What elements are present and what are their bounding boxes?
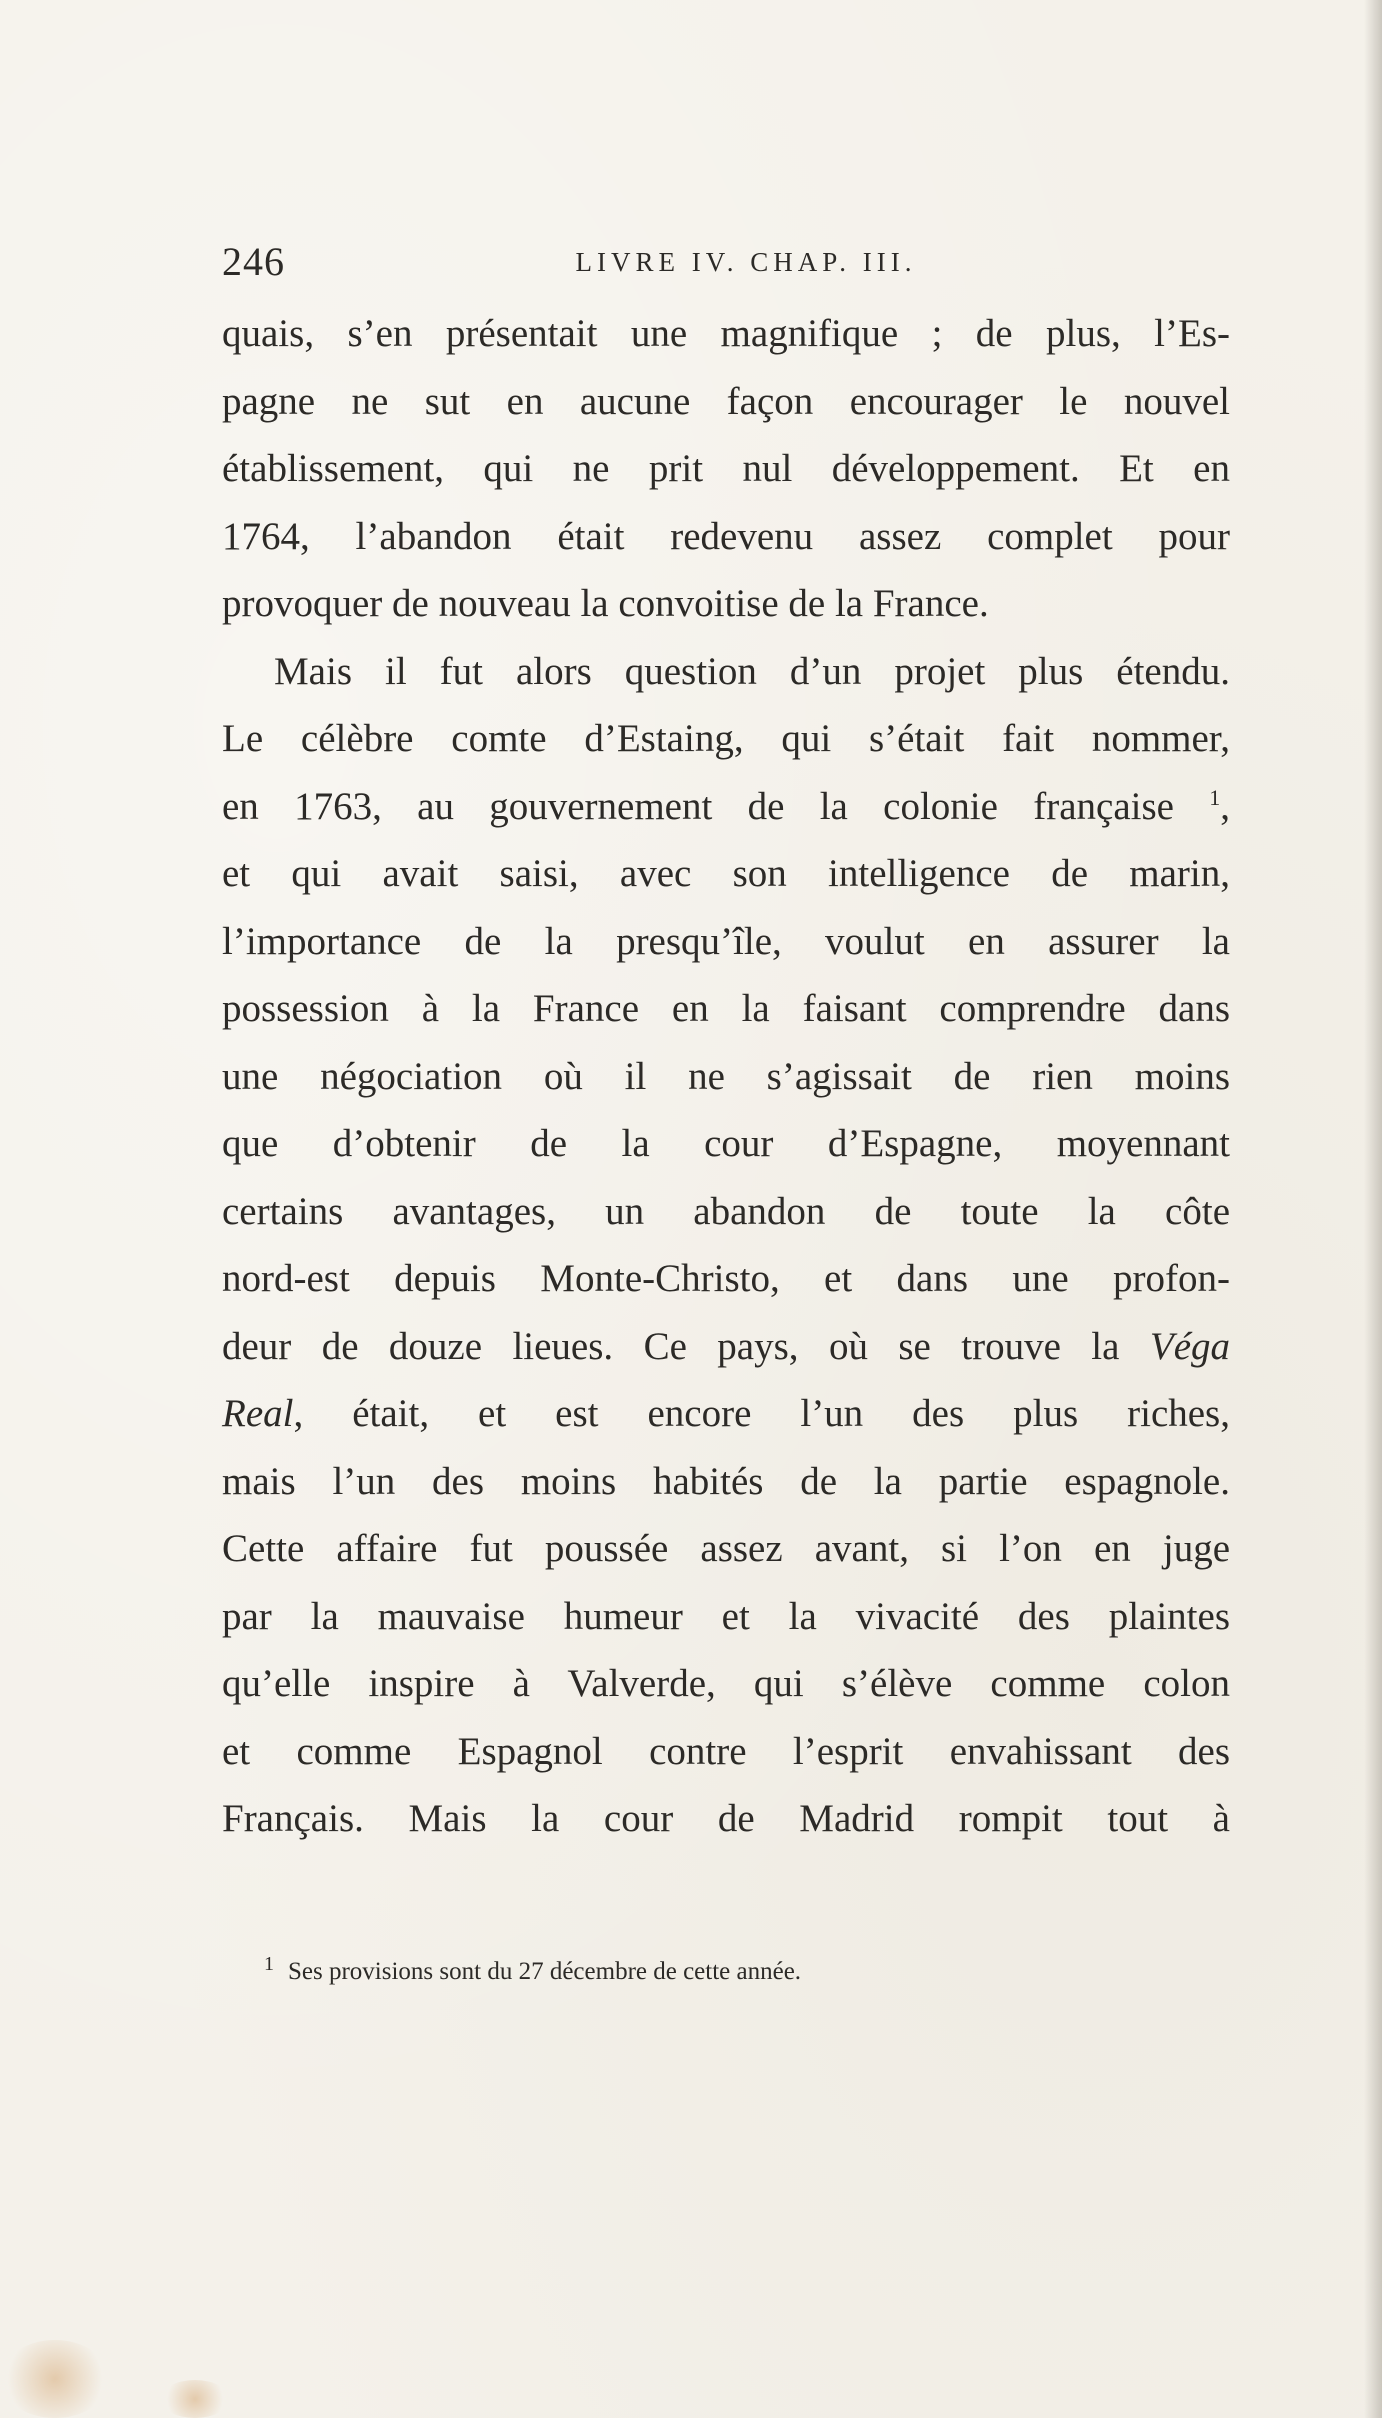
footnote-text: Ses provisions sont du 27 décembre de cette année.	[288, 1958, 802, 1985]
text-line-rest: , était, et est encore l’un des plus riches,	[293, 1392, 1230, 1435]
text-line: Le célèbre comte d’Estaing, qui s’était fait nommer,	[222, 717, 1230, 760]
text-line: provoquer de nouveau la convoitise de la France.	[222, 582, 989, 625]
page-number: 246	[222, 239, 285, 284]
text-line: Français. Mais la cour de Madrid rompit tout à	[222, 1797, 1230, 1840]
text-line: certains avantages, un abandon de toute la côte	[222, 1189, 1230, 1233]
text-line	[222, 1313, 1230, 1381]
text-line: une négociation où il ne s’agissait de rien moins	[222, 1054, 1230, 1098]
paper-stain	[0, 2340, 110, 2418]
text-line: 1764, l’abandon était redevenu assez complet pour	[222, 514, 1230, 558]
text-line: Cette affaire fut poussée assez avant, si l’on en juge	[222, 1527, 1230, 1570]
text-line-content: deur de douze lieues. Ce pays, où se trouve la	[222, 1324, 1120, 1368]
text-line	[222, 1380, 1230, 1448]
italic-word: Véga	[1149, 1324, 1231, 1368]
text-line-tail: ,	[1220, 784, 1231, 828]
text-line: nord-est depuis Monte-Christo, et dans une profon-	[222, 1257, 1230, 1300]
text-line: que d’obtenir de la cour d’Espagne, moyennant	[222, 1122, 1230, 1165]
footnote-marker: 1	[264, 1952, 274, 1975]
footnote	[264, 1952, 1024, 1992]
text-line: l’importance de la presqu’île, voulut en assurer la	[222, 919, 1230, 963]
text-line: établissement, qui ne prit nul développement. Et en	[222, 447, 1230, 490]
body-text	[222, 300, 1230, 1853]
text-line: Mais il fut alors question d’un projet plus étendu.	[274, 649, 1230, 693]
page-header	[222, 232, 1230, 292]
text-line-content: en 1763, au gouvernement de la colonie française	[222, 784, 1174, 828]
text-line: mais l’un des moins habités de la partie espagnole.	[222, 1459, 1230, 1503]
text-line: pagne ne sut en aucune façon encourager le nouvel	[222, 379, 1230, 423]
text-line: par la mauvaise humeur et la vivacité des plaintes	[222, 1594, 1230, 1638]
text-line: et qui avait saisi, avec son intelligence de marin,	[222, 852, 1230, 895]
running-head: LIVRE IV. CHAP. III.	[575, 247, 917, 277]
italic-word: Real	[222, 1392, 294, 1435]
text-line: quais, s’en présentait une magnifique ; de plus, l’Es-	[222, 312, 1230, 355]
text-line	[222, 773, 1230, 841]
text-line: qu’elle inspire à Valverde, qui s’élève comme colon	[222, 1662, 1230, 1705]
text-line: possession à la France en la faisant comprendre dans	[222, 987, 1230, 1030]
paper-stain	[160, 2380, 230, 2418]
footnote-reference: 1	[1209, 784, 1221, 810]
page-edge-shadow	[1364, 0, 1382, 2418]
text-line: et comme Espagnol contre l’esprit envahissant des	[222, 1729, 1230, 1773]
